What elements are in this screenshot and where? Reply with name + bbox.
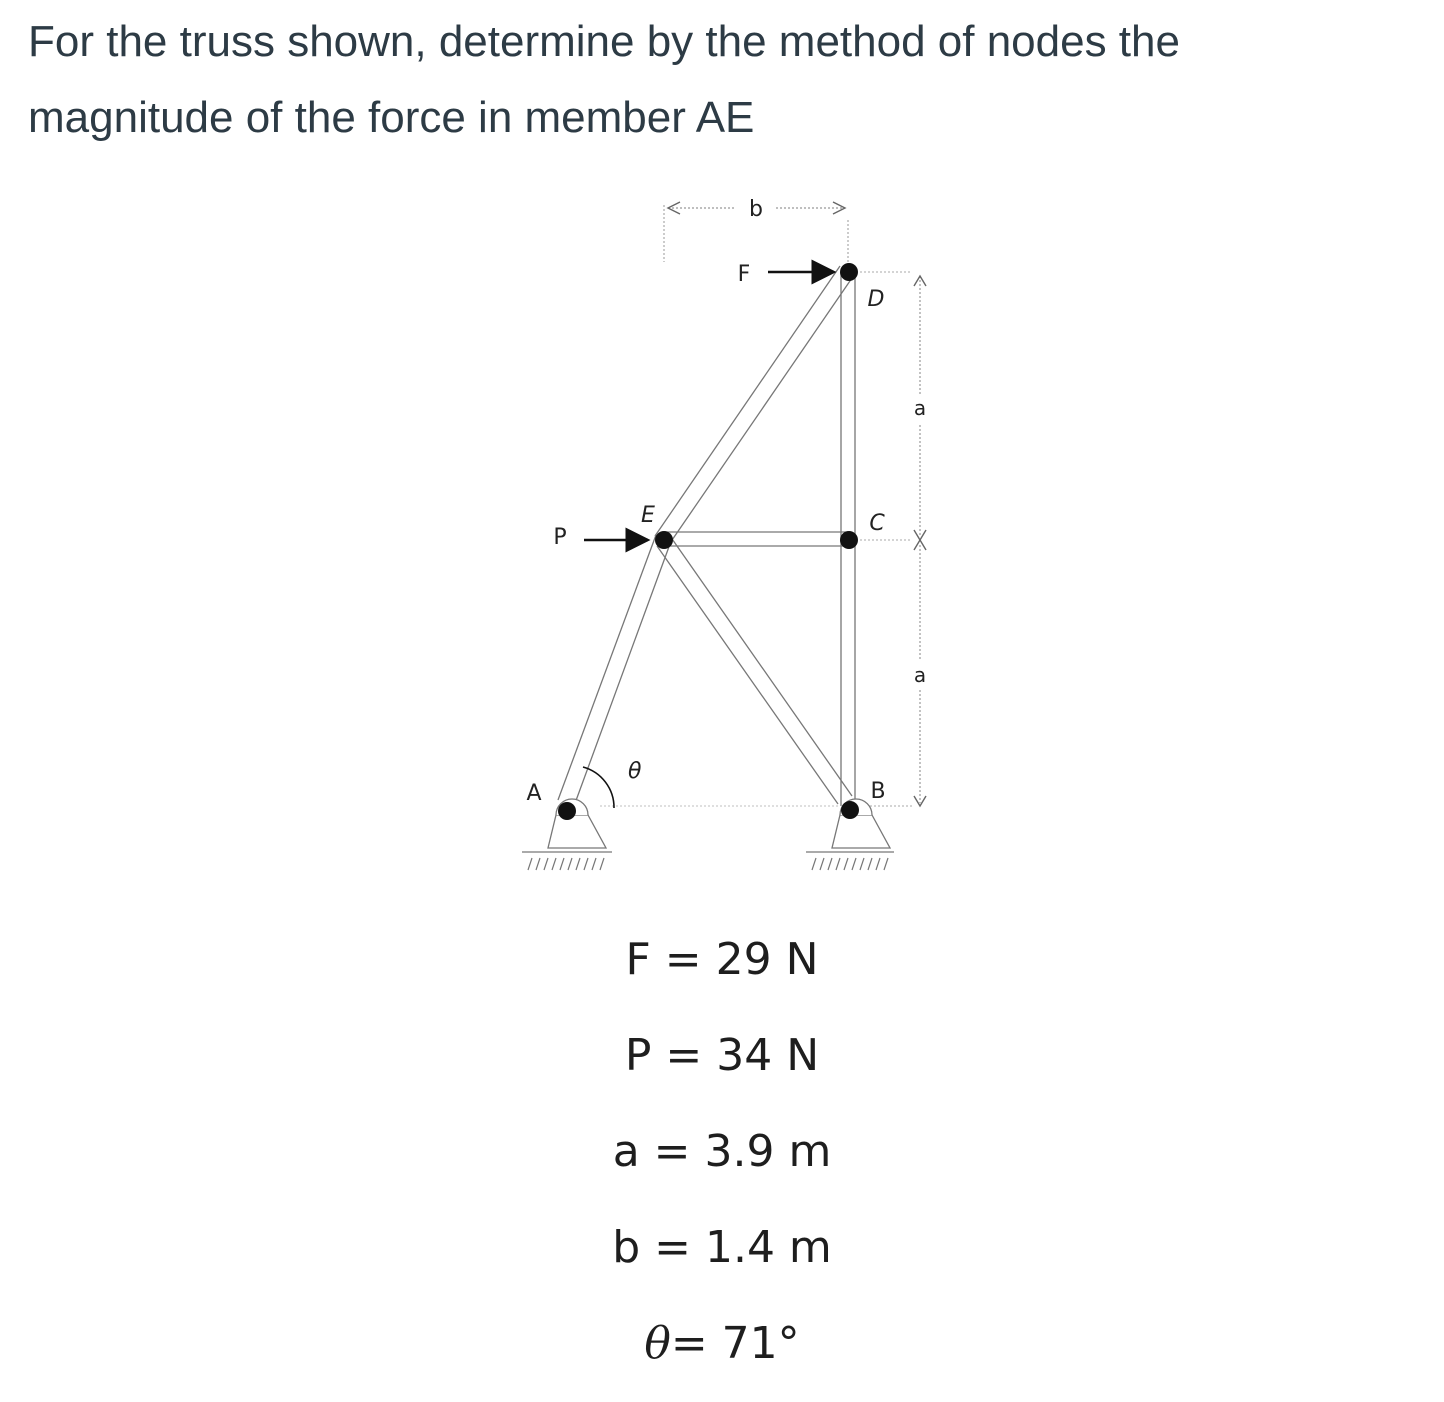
label-p: P <box>553 525 567 550</box>
param-a: a = 3.9 m <box>612 1126 832 1177</box>
question-line-2: magnitude of the force in member AE <box>28 93 755 142</box>
label-node-d: D <box>867 287 885 312</box>
dimension-b <box>664 197 848 262</box>
member-eb <box>657 536 852 804</box>
param-f: F = 29 N <box>625 934 819 985</box>
member-ec <box>664 532 848 546</box>
label-node-b: B <box>870 779 886 804</box>
question-line-1: For the truss shown, determine by the method of nodes the <box>28 17 1180 66</box>
force-p-arrow <box>553 525 648 550</box>
label-theta: θ <box>628 759 642 784</box>
label-a-upper: a <box>913 396 927 420</box>
question-text <box>28 4 1418 156</box>
label-f: F <box>737 262 751 287</box>
label-node-e: E <box>641 503 655 528</box>
joint-b <box>841 801 859 819</box>
label-b: b <box>749 197 763 222</box>
joint-a <box>558 802 576 820</box>
param-b: b = 1.4 m <box>612 1222 832 1273</box>
member-ed <box>655 266 852 543</box>
dimension-a <box>860 272 926 806</box>
joint-e <box>655 531 673 549</box>
label-node-a: A <box>526 781 542 806</box>
force-f-arrow <box>738 262 834 287</box>
angle-arc <box>583 767 614 808</box>
label-a-lower: a <box>913 663 927 687</box>
theta-value: = 71° <box>670 1318 800 1369</box>
theta-symbol: θ <box>644 1318 671 1369</box>
joint-c <box>840 531 858 549</box>
member-ae <box>558 535 670 806</box>
param-theta <box>0 1306 1444 1402</box>
label-node-c: C <box>869 511 885 536</box>
truss-members <box>558 266 855 806</box>
param-p: P = 34 N <box>624 1030 820 1081</box>
truss-diagram <box>0 180 1444 900</box>
joint-d <box>840 263 858 281</box>
given-values <box>0 922 1444 1402</box>
